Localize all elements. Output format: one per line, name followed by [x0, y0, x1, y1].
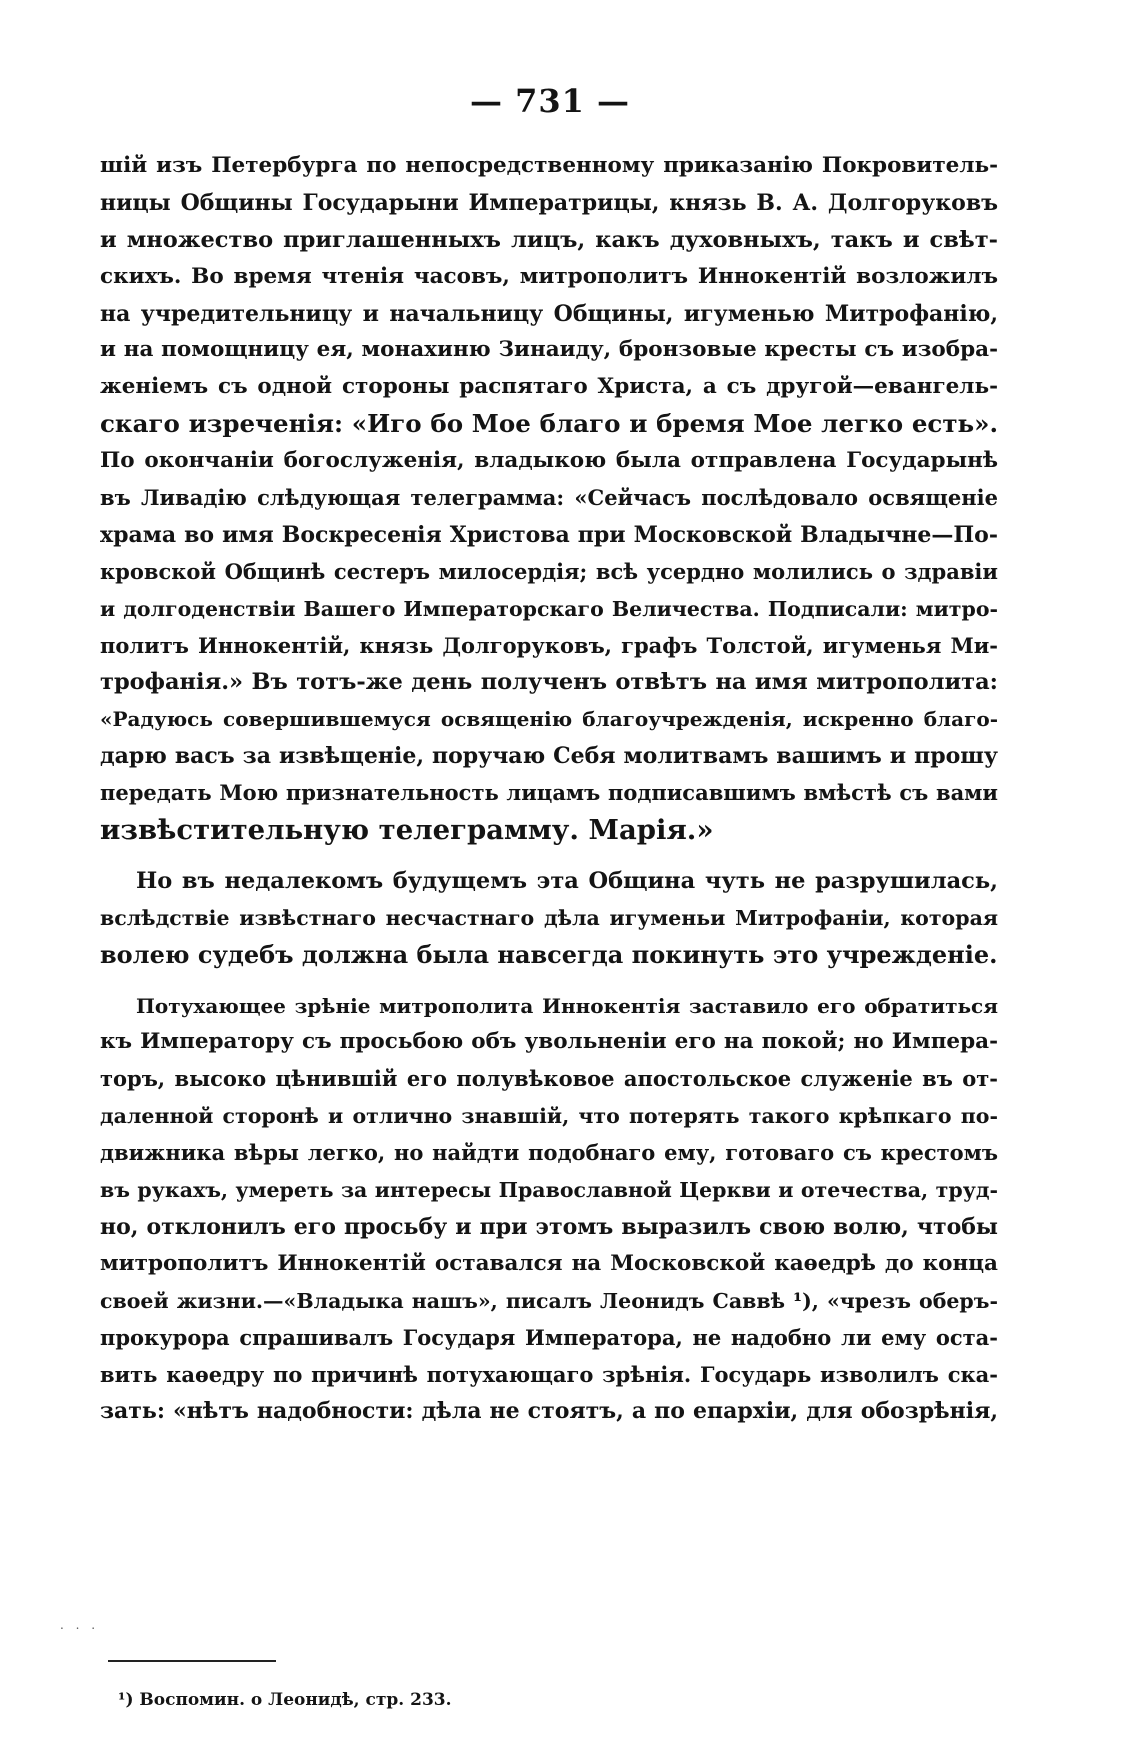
- text-line: скаго изреченія: «Иго бо Мое благо и бремя Мое легко есть».: [100, 409, 998, 439]
- text-line: кровской Общинѣ сестеръ милосердія; всѣ усердно молились о здравіи: [100, 558, 998, 584]
- text-line: передать Мою признательность лицамъ подписавшимъ вмѣстѣ съ вами: [100, 780, 998, 806]
- text-line: въ рукахъ, умереть за интересы Православной Церкви и отечества, труд-: [100, 1178, 998, 1203]
- text-line: извѣстительную телеграмму. Марія.»: [100, 814, 714, 847]
- text-line: храма во имя Воскресенія Христова при Московской Владычне—По-: [100, 521, 998, 548]
- paragraph-gap: [100, 849, 998, 863]
- text-line: вить каѳедру по причинѣ потухающаго зрѣнія. Государь изволилъ ска-: [100, 1361, 998, 1387]
- stray-dots: . . .: [60, 1618, 100, 1632]
- text-line: скихъ. Во время чтенія часовъ, митрополитъ Иннокентій возложилъ: [100, 263, 998, 289]
- text-line: шій изъ Петербурга по непосредственному приказанію Покровитель-: [100, 153, 998, 178]
- footnote-divider: [108, 1660, 276, 1662]
- text-line: волею судебъ должна была навсегда покинуть это учрежденіе.: [100, 939, 998, 969]
- text-line: даленной сторонѣ и отлично знавшій, что потерять такого крѣпкаго по-: [100, 1104, 998, 1129]
- text-line: но, отклонилъ его просьбу и при этомъ выразилъ свою волю, чтобы: [100, 1213, 998, 1240]
- footnote: ¹) Воспомин. о Леонидѣ, стр. 233.: [118, 1690, 452, 1710]
- text-line: вслѣдствіе извѣстнаго несчастнаго дѣла игуменьи Митрофаніи, которая: [100, 905, 998, 930]
- text-line: прокурора спрашивалъ Государя Императора, не надобно ли ему оста-: [100, 1324, 998, 1350]
- text-line: трофанія.» Въ тотъ-же день полученъ отвѣтъ на имя митрополита:: [100, 669, 998, 696]
- text-line: Но въ недалекомъ будущемъ эта Община чуть не разрушилась,: [136, 867, 998, 894]
- text-line: митрополитъ Иннокентій оставался на Московской каѳедрѣ до конца: [100, 1250, 998, 1276]
- paragraph-gap: [100, 974, 998, 988]
- text-line: дарю васъ за извѣщеніе, поручаю Себя молитвамъ вашимъ и прошу: [100, 743, 998, 770]
- text-line: По окончаніи богослуженія, владыкою была отправлена Государынѣ: [100, 448, 998, 474]
- text-line: Потухающее зрѣніе митрополита Иннокентія заставило его обратиться: [136, 993, 998, 1018]
- text-line: ницы Общины Государыни Императрицы, князь В. А. Долгоруковъ: [100, 189, 998, 216]
- text-line: и на помощницу ея, монахиню Зинаиду, бронзовые кресты съ изобра-: [100, 337, 998, 363]
- text-line: политъ Иннокентій, князь Долгоруковъ, графъ Толстой, игуменья Ми-: [100, 632, 998, 658]
- text-line: въ Ливадію слѣдующая телеграмма: «Сейчасъ послѣдовало освященіе: [100, 485, 998, 511]
- text-line: и долгоденствіи Вашего Императорскаго Величества. Подписали: митро-: [100, 596, 998, 621]
- text-line: и множество приглашенныхъ лицъ, какъ духовныхъ, такъ и свѣт-: [100, 226, 998, 253]
- text-line: торъ, высоко цѣнившій его полувѣковое апостольское служеніе въ от-: [100, 1066, 998, 1092]
- body-text: [100, 148, 998, 1430]
- text-line: на учредительницу и начальницу Общины, игуменью Митрофанію,: [100, 300, 998, 327]
- text-line: движника вѣры легко, но найдти подобнаго ему, готоваго съ крестомъ: [100, 1140, 998, 1166]
- text-line: женіемъ съ одной стороны распятаго Христа, а съ другой—евангель-: [100, 374, 998, 400]
- text-line: «Радуюсь совершившемуся освященію благоучрежденія, искренно благо-: [100, 707, 998, 732]
- text-line: зать: «нѣтъ надобности: дѣла не стоятъ, а по епархіи, для обозрѣнія,: [100, 1398, 998, 1425]
- text-line: къ Императору съ просьбою объ увольненіи его на покой; но Импера-: [100, 1029, 998, 1055]
- text-line: своей жизни.—«Владыка нашъ», писалъ Леонидъ Саввѣ ¹), «чрезъ оберъ-: [100, 1288, 998, 1313]
- page-number: — 731 —: [469, 82, 631, 120]
